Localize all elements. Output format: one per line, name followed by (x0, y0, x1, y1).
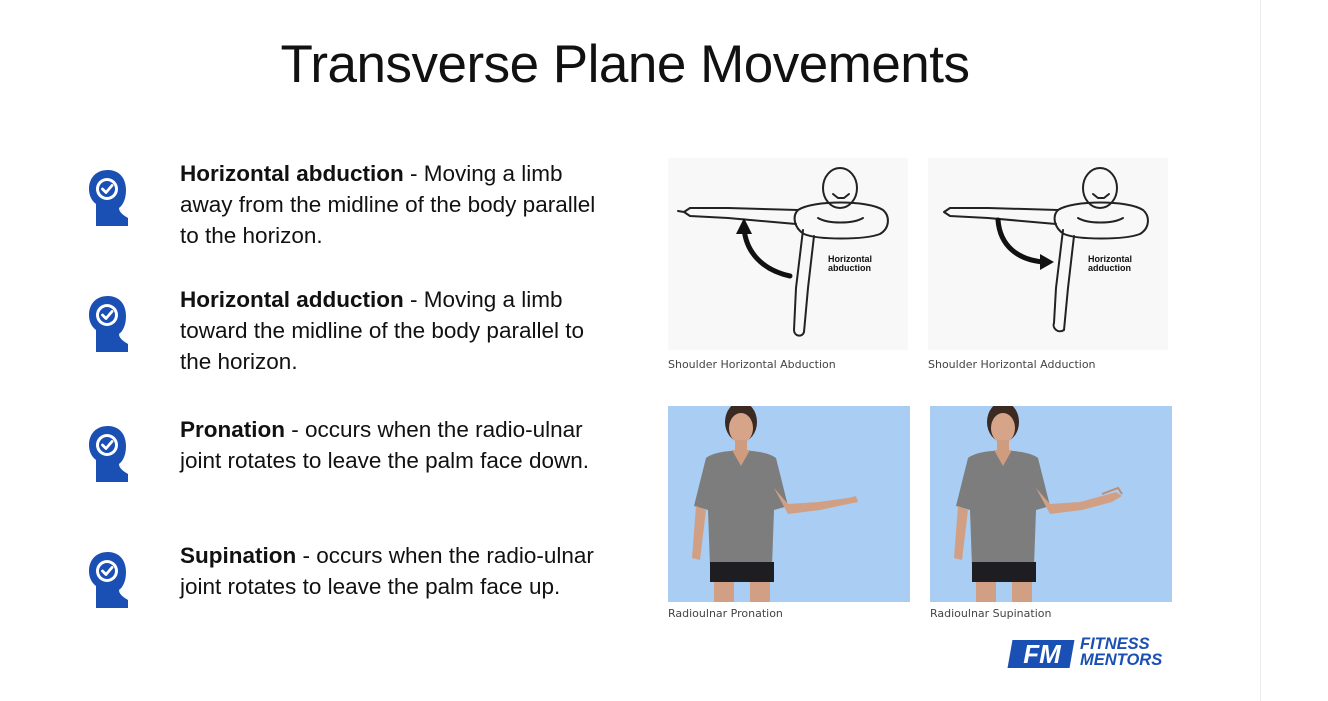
slide-side-strip (1260, 0, 1328, 701)
bullet-description: - Moving a limb away from the midline of the body parallel to the horizon. (180, 161, 596, 248)
bullet-horizontal-abduction (0, 158, 620, 258)
bullet-text (180, 158, 600, 251)
figure-caption: Radioulnar Pronation (668, 607, 783, 620)
bullet-term: Horizontal adduction (180, 287, 404, 312)
figure-label-line2: adduction (1088, 263, 1131, 273)
bullet-term: Pronation (180, 417, 285, 442)
bullet-supination (0, 540, 620, 640)
head-check-icon (86, 294, 130, 354)
logo-wordmark (1080, 636, 1190, 668)
bullet-term: Horizontal abduction (180, 161, 404, 186)
figure-caption: Shoulder Horizontal Adduction (928, 358, 1096, 371)
figure-label-line1: Horizontal (1088, 254, 1132, 264)
bullet-text (180, 284, 600, 377)
logo-line2: MENTORS (1080, 651, 1163, 669)
bullet-horizontal-adduction (0, 284, 620, 384)
radioulnar-supination-photo (930, 406, 1172, 602)
figure-caption: Shoulder Horizontal Abduction (668, 358, 836, 371)
bullet-term: Supination (180, 543, 297, 568)
figure-label-line2: abduction (828, 263, 871, 273)
figure-caption: Radioulnar Supination (930, 607, 1052, 620)
slide-title: Transverse Plane Movements (280, 35, 970, 94)
bullet-description: - occurs when the radio-ulnar joint rotates to leave the palm face down. (180, 417, 589, 473)
head-check-icon (86, 168, 130, 228)
figure-label-line1: Horizontal (828, 254, 872, 264)
shoulder-horizontal-adduction-illustration (928, 158, 1168, 350)
bullet-description: - occurs when the radio-ulnar joint rotates to leave the palm face up. (180, 543, 594, 599)
radioulnar-pronation-photo (668, 406, 910, 602)
bullet-text (180, 540, 600, 602)
shoulder-horizontal-abduction-illustration (668, 158, 908, 350)
bullet-text (180, 414, 600, 476)
bullet-description: - Moving a limb toward the midline of the body parallel to the horizon. (180, 287, 584, 374)
head-check-icon (86, 424, 130, 484)
bullet-pronation (0, 414, 620, 514)
logo-mark: FM (1023, 639, 1061, 669)
logo-line1: FITNESS (1080, 635, 1150, 653)
head-check-icon (86, 550, 130, 610)
